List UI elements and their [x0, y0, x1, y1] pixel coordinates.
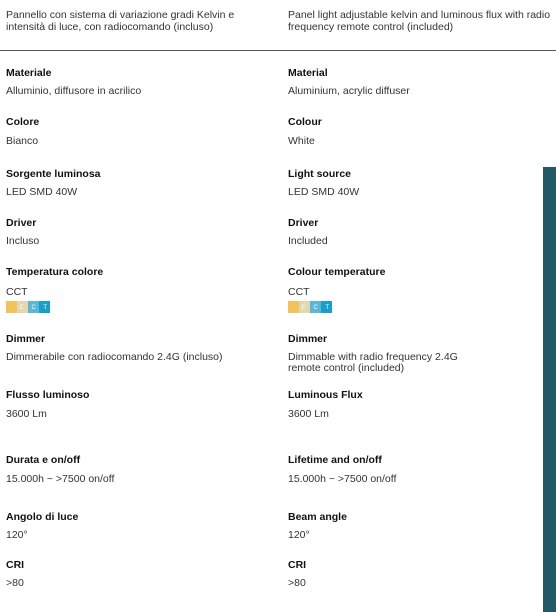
spec-value-lifetime: 15.000h ~ >7500 on/off [6, 473, 115, 485]
spec-label-luminous-flux: Luminous Flux [288, 389, 363, 401]
cct-icon [6, 301, 50, 313]
spec-value-colour: White [288, 135, 315, 147]
spec-label-driver: Driver [288, 217, 319, 229]
spec-value-light-source: LED SMD 40W [6, 186, 78, 198]
spec-label-colour: Colour [288, 116, 322, 128]
spec-label-dimmer: Dimmer [288, 333, 328, 345]
intro-en: Panel light adjustable kelvin and luminous flux with radio frequency remote control (included) [288, 9, 551, 33]
spec-label-lifetime: Lifetime and on/off [288, 454, 382, 466]
spec-value-beam-angle: 120° [288, 529, 310, 541]
spec-label-luminous-flux: Flusso luminoso [6, 389, 90, 401]
spec-label-material: Material [288, 67, 328, 79]
spec-label-colour: Colore [6, 116, 40, 128]
cct-icon-text: C C T [301, 305, 332, 311]
header-divider [0, 50, 556, 51]
spec-label-driver: Driver [6, 217, 37, 229]
spec-value-material: Alluminio, diffusore in acrilico [6, 85, 142, 97]
spec-value-cri: >80 [6, 577, 24, 589]
spec-value-lifetime: 15.000h ~ >7500 on/off [288, 473, 397, 485]
spec-value-light-source: LED SMD 40W [288, 186, 360, 198]
spec-value-driver: Incluso [6, 235, 40, 247]
spec-label-lifetime: Durata e on/off [6, 454, 81, 466]
spec-value-dimmer: Dimmerabile con radiocomando 2.4G (incluso) [6, 351, 223, 363]
spec-label-light-source: Light source [288, 168, 352, 180]
spec-label-beam-angle: Angolo di luce [6, 511, 79, 523]
cct-icon [288, 301, 332, 313]
spec-value-beam-angle: 120° [6, 529, 28, 541]
side-color-bar [543, 167, 556, 612]
spec-label-cri: CRI [288, 559, 307, 571]
spec-label-dimmer: Dimmer [6, 333, 46, 345]
spec-value-cri: >80 [288, 577, 306, 589]
spec-value-dimmer: Dimmable with radio frequency 2.4G remote control (included) [288, 351, 458, 374]
spec-label-material: Materiale [6, 67, 52, 79]
spec-value-colour-temperature: CCT [288, 286, 310, 298]
spec-value-colour: Bianco [6, 135, 39, 147]
spec-label-colour-temperature: Colour temperature [288, 266, 386, 278]
spec-value-material: Aluminium, acrylic diffuser [288, 85, 410, 97]
spec-label-light-source: Sorgente luminosa [6, 168, 101, 180]
spec-value-driver: Included [288, 235, 328, 247]
spec-value-luminous-flux: 3600 Lm [288, 408, 329, 420]
spec-value-colour-temperature: CCT [6, 286, 28, 298]
spec-value-luminous-flux: 3600 Lm [6, 408, 47, 420]
intro-it: Pannello con sistema di variazione gradi Kelvin e intensità di luce, con radiocomando (incluso) [6, 9, 235, 33]
spec-label-beam-angle: Beam angle [288, 511, 347, 523]
spec-label-colour-temperature: Temperatura colore [6, 266, 104, 278]
cct-icon-text: C C T [19, 305, 50, 311]
spec-label-cri: CRI [6, 559, 25, 571]
